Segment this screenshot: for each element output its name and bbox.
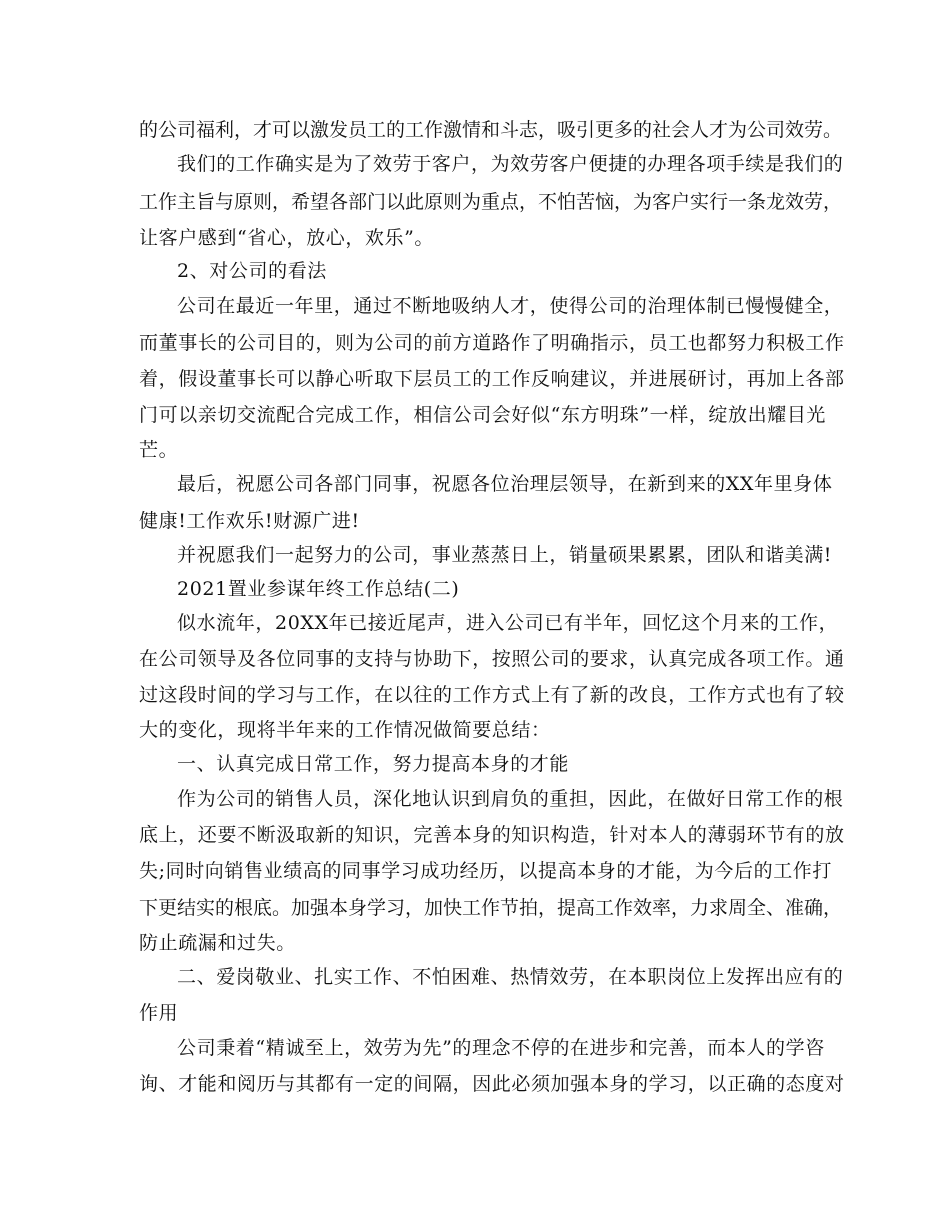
document-heading: 2021置业参谋年终工作总结(二) xyxy=(177,578,460,600)
section-heading: 二、爱岗敬业、扎实工作、不怕困难、热情效劳，在本职岗位上发挥出应有的 xyxy=(177,966,844,988)
paragraph-first-line: 公司在最近一年里，通过不断地吸纳人才，使得公司的治理体制已慢慢健全， xyxy=(177,295,844,317)
text-line: 过这段时间的学习与工作，在以往的工作方式上有了新的改良，工作方式也有了较 xyxy=(139,684,845,706)
text-line: 询、才能和阅历与其都有一定的间隔，因此必须加强本身的学习，以正确的态度对 xyxy=(139,1073,845,1095)
text-line: 底上，还要不断汲取新的知识，完善本身的知识构造，针对本人的薄弱环节有的放 xyxy=(139,824,845,846)
text-line: 失;同时向销售业绩高的同事学习成功经历，以提高本身的才能，为今后的工作打 xyxy=(139,860,833,882)
text-line: 健康!工作欢乐!财源广进! xyxy=(139,510,360,532)
text-line: 而董事长的公司目的，则为公司的前方道路作了明确指示，员工也都努力积极工作 xyxy=(139,332,845,354)
paragraph-first-line: 似水流年，20XX年已接近尾声，进入公司已有半年，回忆这个月来的工作， xyxy=(177,612,839,634)
text-line: 的公司福利，才可以激发员工的工作激情和斗志，吸引更多的社会人才为公司效劳。 xyxy=(139,119,843,141)
paragraph-first-line: 公司秉着“精诚至上，效劳为先”的理念不停的在进步和完善，而本人的学咨 xyxy=(177,1037,825,1059)
paragraph-first-line: 并祝愿我们一起努力的公司，事业蒸蒸日上，销量硕果累累，团队和谐美满! xyxy=(177,544,833,566)
text-line: 着，假设董事长可以静心听取下层员工的工作反响建议，并进展研讨，再加上各部 xyxy=(139,368,845,390)
paragraph-first-line: 作为公司的销售人员，深化地认识到肩负的重担，因此，在做好日常工作的根 xyxy=(177,788,844,810)
text-line: 大的变化，现将半年来的工作情况做简要总结： xyxy=(139,719,551,741)
text-line: 芒。 xyxy=(139,439,179,461)
text-line: 作用 xyxy=(139,1002,179,1024)
text-line: 防止疏漏和过失。 xyxy=(139,932,296,954)
text-line: 让客户感到“省心，放心，欢乐”。 xyxy=(139,227,435,249)
text-line: 工作主旨与原则，希望各部门以此原则为重点，不怕苦恼，为客户实行一条龙效劳， xyxy=(139,191,843,213)
text-line: 下更结实的根底。加强本身学习，加快工作节拍，提高工作效率，力求周全、准确， xyxy=(139,897,843,919)
paragraph-first-line: 最后，祝愿公司各部门同事，祝愿各位治理层领导，在新到来的XX年里身体 xyxy=(177,473,833,495)
section-heading: 2、对公司的看法 xyxy=(177,260,327,282)
paragraph-first-line: 我们的工作确实是为了效劳于客户，为效劳客户便捷的办理各项手续是我们的 xyxy=(177,153,844,175)
section-heading: 一、认真完成日常工作，努力提高本身的才能 xyxy=(177,753,570,775)
text-line: 门可以亲切交流配合完成工作，相信公司会好似“东方明珠”一样，绽放出耀目光 xyxy=(139,404,827,426)
text-line: 在公司领导及各位同事的支持与协助下，按照公司的要求，认真完成各项工作。通 xyxy=(139,648,845,670)
